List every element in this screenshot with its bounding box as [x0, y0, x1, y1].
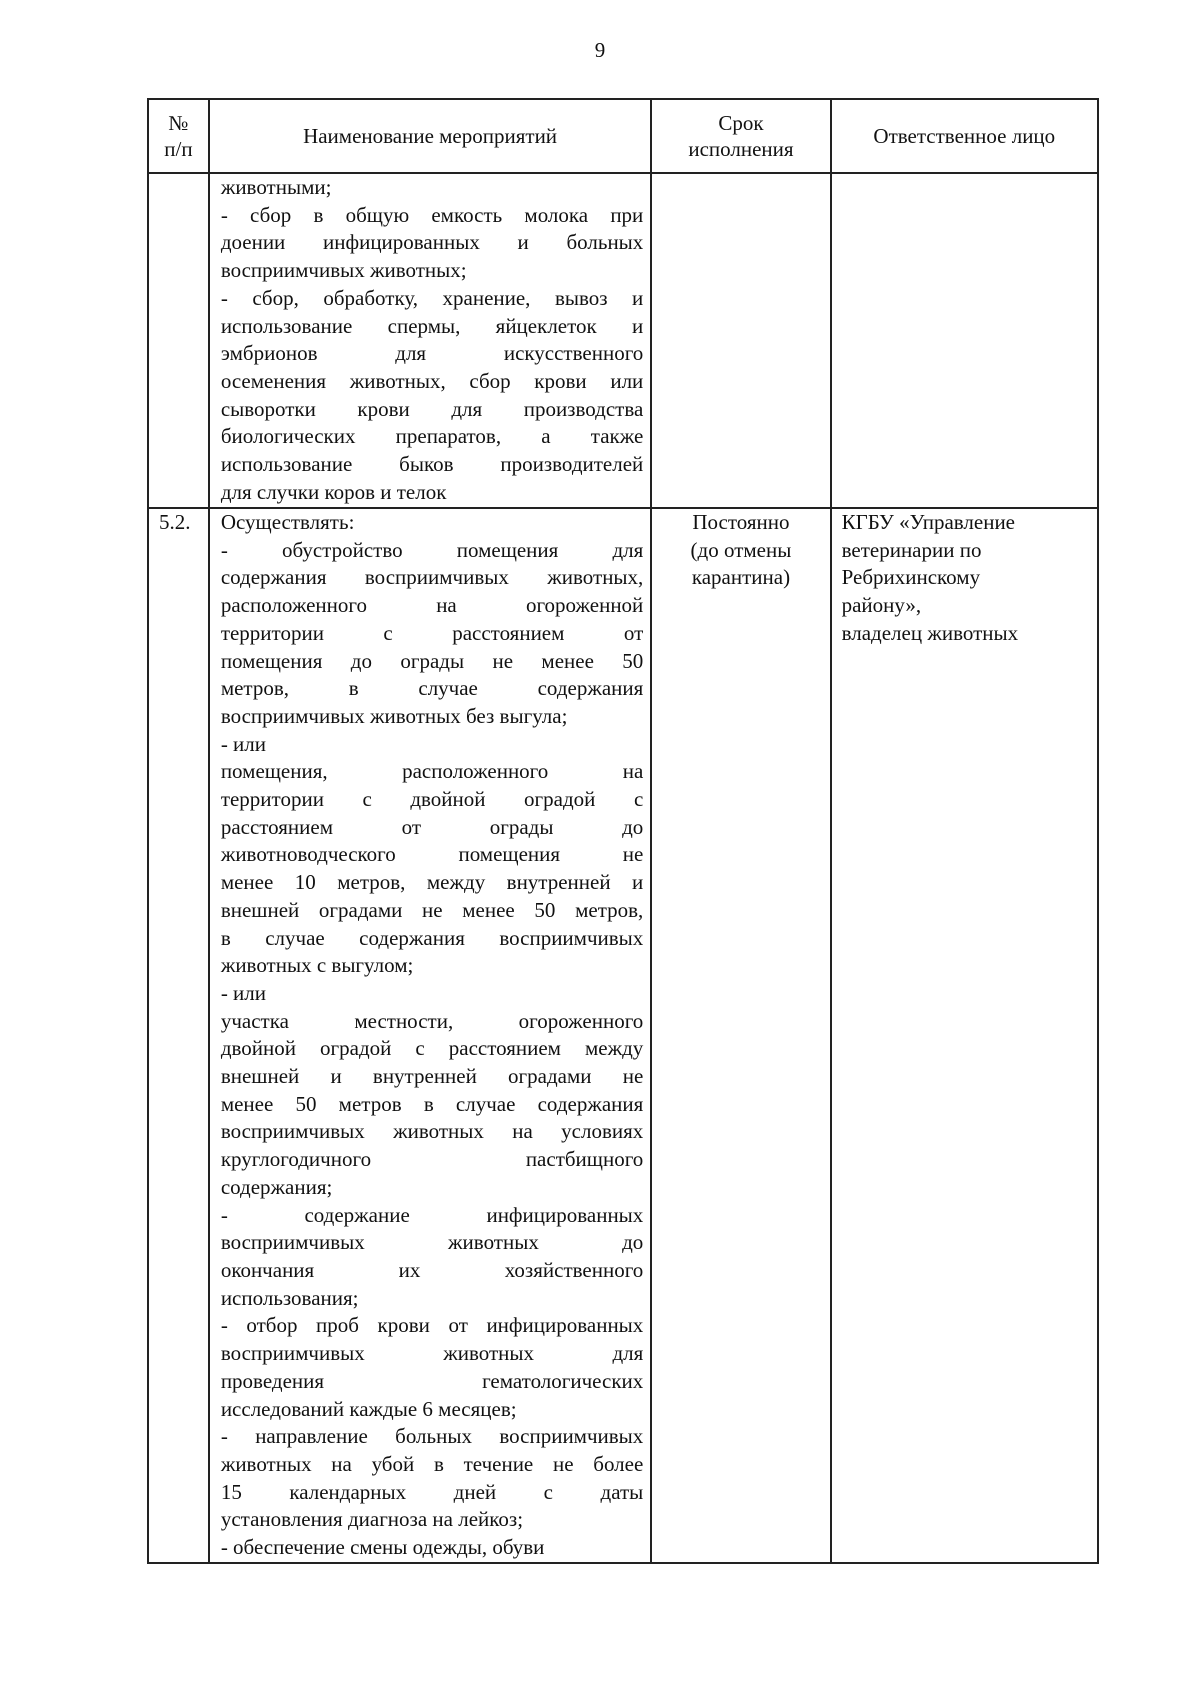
measure-line: круглогодичного пастбищного	[220, 1147, 644, 1172]
row-number-cell: 5.2.	[148, 508, 209, 1563]
responsible-line: району»,	[841, 593, 922, 618]
measure-line: доении инфицированных и больных	[220, 230, 644, 255]
measure-line: территории с двойной оградой с	[220, 787, 644, 812]
measure-line: содержания восприимчивых животных,	[220, 565, 644, 590]
measure-line: восприимчивых животных до	[220, 1230, 644, 1255]
measure-line: Осуществлять:	[220, 510, 355, 534]
table-header-row	[148, 99, 1098, 173]
measure-line: в случае содержания восприимчивых	[220, 925, 644, 950]
header-number	[148, 99, 209, 173]
responsible-line: ветеринарии по	[841, 537, 982, 562]
deadline-line: (до отмены	[690, 537, 792, 562]
measure-line: - сбор, обработку, хранение, вывоз и	[220, 285, 644, 310]
measure-line: восприимчивых животных для	[220, 1341, 644, 1366]
measure-line: - направление больных восприимчивых	[220, 1424, 644, 1449]
header-number-line1: №	[168, 111, 189, 135]
measure-line: метров, в случае содержания	[220, 676, 644, 701]
measure-line: восприимчивых животных на условиях	[220, 1119, 644, 1144]
measure-name-cell	[209, 508, 651, 1563]
measure-line: - отбор проб крови от инфицированных	[220, 1313, 644, 1338]
measure-line: - обеспечение смены одежды, обуви	[220, 1535, 545, 1560]
measure-line: помещения, расположенного на	[220, 759, 644, 784]
measure-line: территории с расстоянием от	[220, 620, 644, 645]
measure-line: участка местности, огороженного	[220, 1008, 644, 1033]
row-number-cell	[148, 173, 209, 508]
table-row-continuation	[148, 173, 1098, 508]
measure-line: сыворотки крови для производства	[220, 396, 644, 421]
measure-line: 15 календарных дней с даты	[220, 1479, 644, 1504]
measure-line: исследований каждые 6 месяцев;	[220, 1396, 517, 1421]
header-responsible: Ответственное лицо	[831, 99, 1098, 173]
measure-line: помещения до ограды не менее 50	[220, 648, 644, 673]
measure-line: использование спермы, яйцеклеток и	[220, 313, 644, 338]
measure-line: - содержание инфицированных	[220, 1202, 644, 1227]
measure-line: осеменения животных, сбор крови или	[220, 368, 644, 393]
responsible-line: КГБУ «Управление	[841, 510, 1015, 534]
deadline-cell	[651, 173, 830, 508]
measure-line: - обустройство помещения для	[220, 537, 644, 562]
deadline-cell	[651, 508, 830, 1563]
measure-line: эмбрионов для искусственного	[220, 341, 644, 366]
measure-line: животных на убой в течение не более	[220, 1451, 644, 1476]
responsible-cell	[831, 508, 1098, 1563]
measure-line: животноводческого помещения не	[220, 842, 644, 867]
table-row-5-2	[148, 508, 1098, 1563]
measure-name-cell	[209, 173, 651, 508]
measure-line: для случки коров и телок	[220, 479, 447, 504]
responsible-line: Ребрихинскому	[841, 565, 981, 590]
page-number: 9	[594, 38, 606, 62]
measure-line: внешней оградами не менее 50 метров,	[220, 897, 644, 922]
measures-table	[147, 98, 1099, 1564]
measure-line: животными;	[220, 175, 332, 199]
measure-line: содержания;	[220, 1174, 333, 1199]
measure-line: проведения гематологических	[220, 1368, 644, 1393]
responsible-cell	[831, 173, 1098, 508]
measure-line: биологических препаратов, а также	[220, 424, 644, 449]
measure-line: использования;	[220, 1285, 359, 1310]
measure-line: расстоянием от ограды до	[220, 814, 644, 839]
measure-line: восприимчивых животных;	[220, 258, 467, 283]
measure-line: использование быков производителей	[220, 452, 644, 477]
deadline-line: карантина)	[691, 565, 791, 590]
measure-line: менее 50 метров в случае содержания	[220, 1091, 644, 1116]
deadline-line: Постоянно	[692, 510, 790, 534]
responsible-line: владелец животных	[841, 620, 1019, 645]
measure-line: животных с выгулом;	[220, 953, 414, 978]
header-term-line1: Срок	[718, 111, 764, 135]
measure-line: двойной оградой с расстоянием между	[220, 1036, 644, 1061]
header-number-line2: п/п	[164, 137, 193, 161]
measure-line: установления диагноза на лейкоз;	[220, 1507, 524, 1532]
measure-line: - или	[220, 980, 267, 1005]
measure-line: - или	[220, 731, 267, 756]
header-term-line2: исполнения	[688, 137, 794, 161]
measure-line: восприимчивых животных без выгула;	[220, 703, 568, 728]
measure-line: расположенного на огороженной	[220, 593, 644, 618]
header-name: Наименование мероприятий	[209, 99, 651, 173]
header-term	[651, 99, 830, 173]
measure-line: окончания их хозяйственного	[220, 1257, 644, 1282]
measure-line: - сбор в общую емкость молока при	[220, 202, 644, 227]
measure-line: менее 10 метров, между внутренней и	[220, 870, 644, 895]
measure-line: внешней и внутренней оградами не	[220, 1064, 644, 1089]
